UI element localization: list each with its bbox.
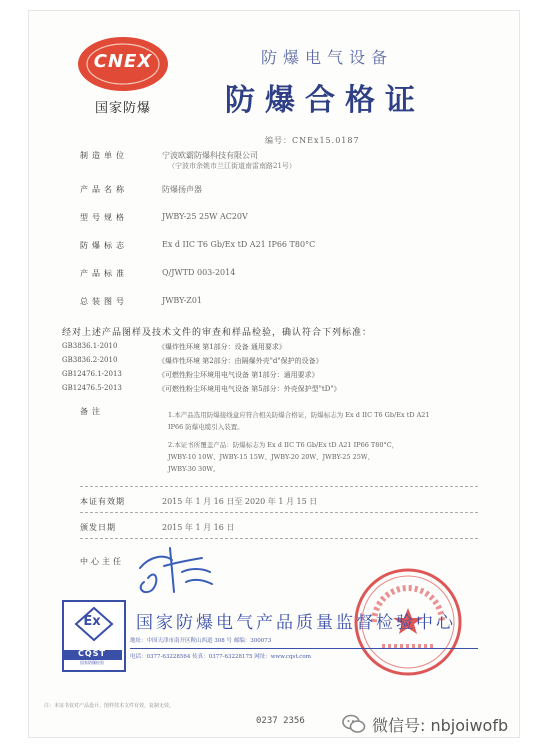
footnote: 注：本证书仅对产品设计、图样技术文件有效，复制无效。 xyxy=(44,703,175,709)
standard-description: 《可燃性粉尘环境用电气设备 第5部分：外壳保护型"tD"》 xyxy=(158,385,341,393)
divider xyxy=(80,486,478,487)
standard-code: GB12476.1-2013 xyxy=(62,370,122,378)
issuing-center-name: 国家防爆电气产品质量监督检验中心 xyxy=(136,613,456,633)
divider xyxy=(130,648,478,649)
wechat-id-text: 微信号: nbjoiwofb xyxy=(372,716,509,735)
standard-description: 《可燃性粉尘环境用电气设备 第1部分：通用要求》 xyxy=(158,371,319,379)
field-model xyxy=(80,212,500,226)
standards-intro: 经对上述产品图样及技术文件的审查和样品检验，确认符合下列标准： xyxy=(62,328,373,338)
standard-row xyxy=(62,356,482,368)
field-label: 型号规格 xyxy=(80,213,128,222)
serial-number: 0237 2356 xyxy=(256,716,305,726)
cqst-ex-logo xyxy=(62,600,126,672)
validity-value: 2015 年 1 月 16 日至 2020 年 1 月 15 日 xyxy=(162,497,318,506)
standard-row xyxy=(62,342,482,354)
field-manufacturer xyxy=(80,150,500,170)
notes-label: 备注 xyxy=(80,407,104,416)
validity-label: 本证有效期 xyxy=(80,497,125,506)
issue-date-row xyxy=(80,522,500,534)
field-drawing-number xyxy=(80,296,500,310)
issuing-center-address: 地址：中国天津市南开区鞍山西道 308 号 邮编：300073 xyxy=(130,638,272,644)
wechat-icon xyxy=(342,712,366,736)
field-value: JWBY-25 25W AC20V xyxy=(162,212,248,221)
standard-description: 《爆炸性环境 第1部分：设备 通用要求》 xyxy=(158,343,286,351)
field-label: 产品名称 xyxy=(80,185,128,194)
certificate-number: 编号：CNEx15.0187 xyxy=(265,136,360,145)
issue-date-label: 颁发日期 xyxy=(80,523,116,532)
ex-logo-foot: 国家防爆检验 xyxy=(80,660,104,665)
field-product-name xyxy=(80,184,500,198)
document-subtitle: 防爆电气设备 xyxy=(261,48,394,67)
logo-subtitle: 国家防爆 xyxy=(94,101,151,116)
field-label: 产品标准 xyxy=(80,269,128,278)
field-label: 防爆标志 xyxy=(80,241,128,250)
standard-description: 《爆炸性环境 第2部分：由隔爆外壳"d"保护的设备》 xyxy=(158,357,323,365)
field-value-secondary: （宁波市余姚市兰江街道南雷南路21号） xyxy=(168,162,296,170)
field-product-standard xyxy=(80,268,500,282)
validity-row xyxy=(80,496,500,508)
standard-row xyxy=(62,370,482,382)
director-label: 中心主任 xyxy=(80,557,124,566)
wechat-watermark xyxy=(342,710,542,738)
issuing-center-contact: 电话：0377-63228564 传真：0377-63228175 网址：www.cqst.com xyxy=(130,654,311,660)
field-value: Ex d IIC T6 Gb/Ex tD A21 IP66 T80°C xyxy=(162,240,316,249)
field-value: JWBY-Z01 xyxy=(162,296,203,305)
field-value: 宁波欧霸防爆科技有限公司 xyxy=(162,151,258,160)
note-line: JWBY-10 10W、JWBY-15 15W、JWBY-20 20W、JWBY-25 25W、 xyxy=(168,453,375,461)
note-line: IP66 防爆电缆引入装置。 xyxy=(168,423,244,431)
field-value: 防爆扬声器 xyxy=(162,185,202,194)
issue-date-value: 2015 年 1 月 16 日 xyxy=(162,523,235,532)
standard-code: GB12476.5-2013 xyxy=(62,384,122,392)
standard-code: GB3836.1-2010 xyxy=(62,342,118,350)
standard-code: GB3836.2-2010 xyxy=(62,356,118,364)
ex-logo-word: Ex xyxy=(83,614,101,629)
document-title: 防爆合格证 xyxy=(225,83,425,118)
note-line: 1.本产品选用防爆接线盒应符合相关防爆合格证，防爆标志为 Ex d IIC T6 Gb/Ex tD A21 xyxy=(168,411,430,419)
note-line: 2.本证书所覆盖产品：防爆标志为 Ex d IIC T6 Gb/Ex tD A21 IP66 T80°C， xyxy=(168,441,399,449)
note-line: JWBY-30 30W。 xyxy=(168,465,220,473)
ex-logo-cqst: CQST xyxy=(78,649,106,658)
field-ex-marking xyxy=(80,240,500,254)
standard-row xyxy=(62,384,482,396)
divider xyxy=(80,512,478,513)
cnex-logo xyxy=(67,31,179,121)
field-label: 总装图号 xyxy=(80,297,128,306)
field-label: 制造单位 xyxy=(80,151,128,160)
logo-text: CNEX xyxy=(93,51,153,72)
field-value: Q/JWTD 003-2014 xyxy=(162,268,236,277)
director-signature xyxy=(130,538,220,598)
